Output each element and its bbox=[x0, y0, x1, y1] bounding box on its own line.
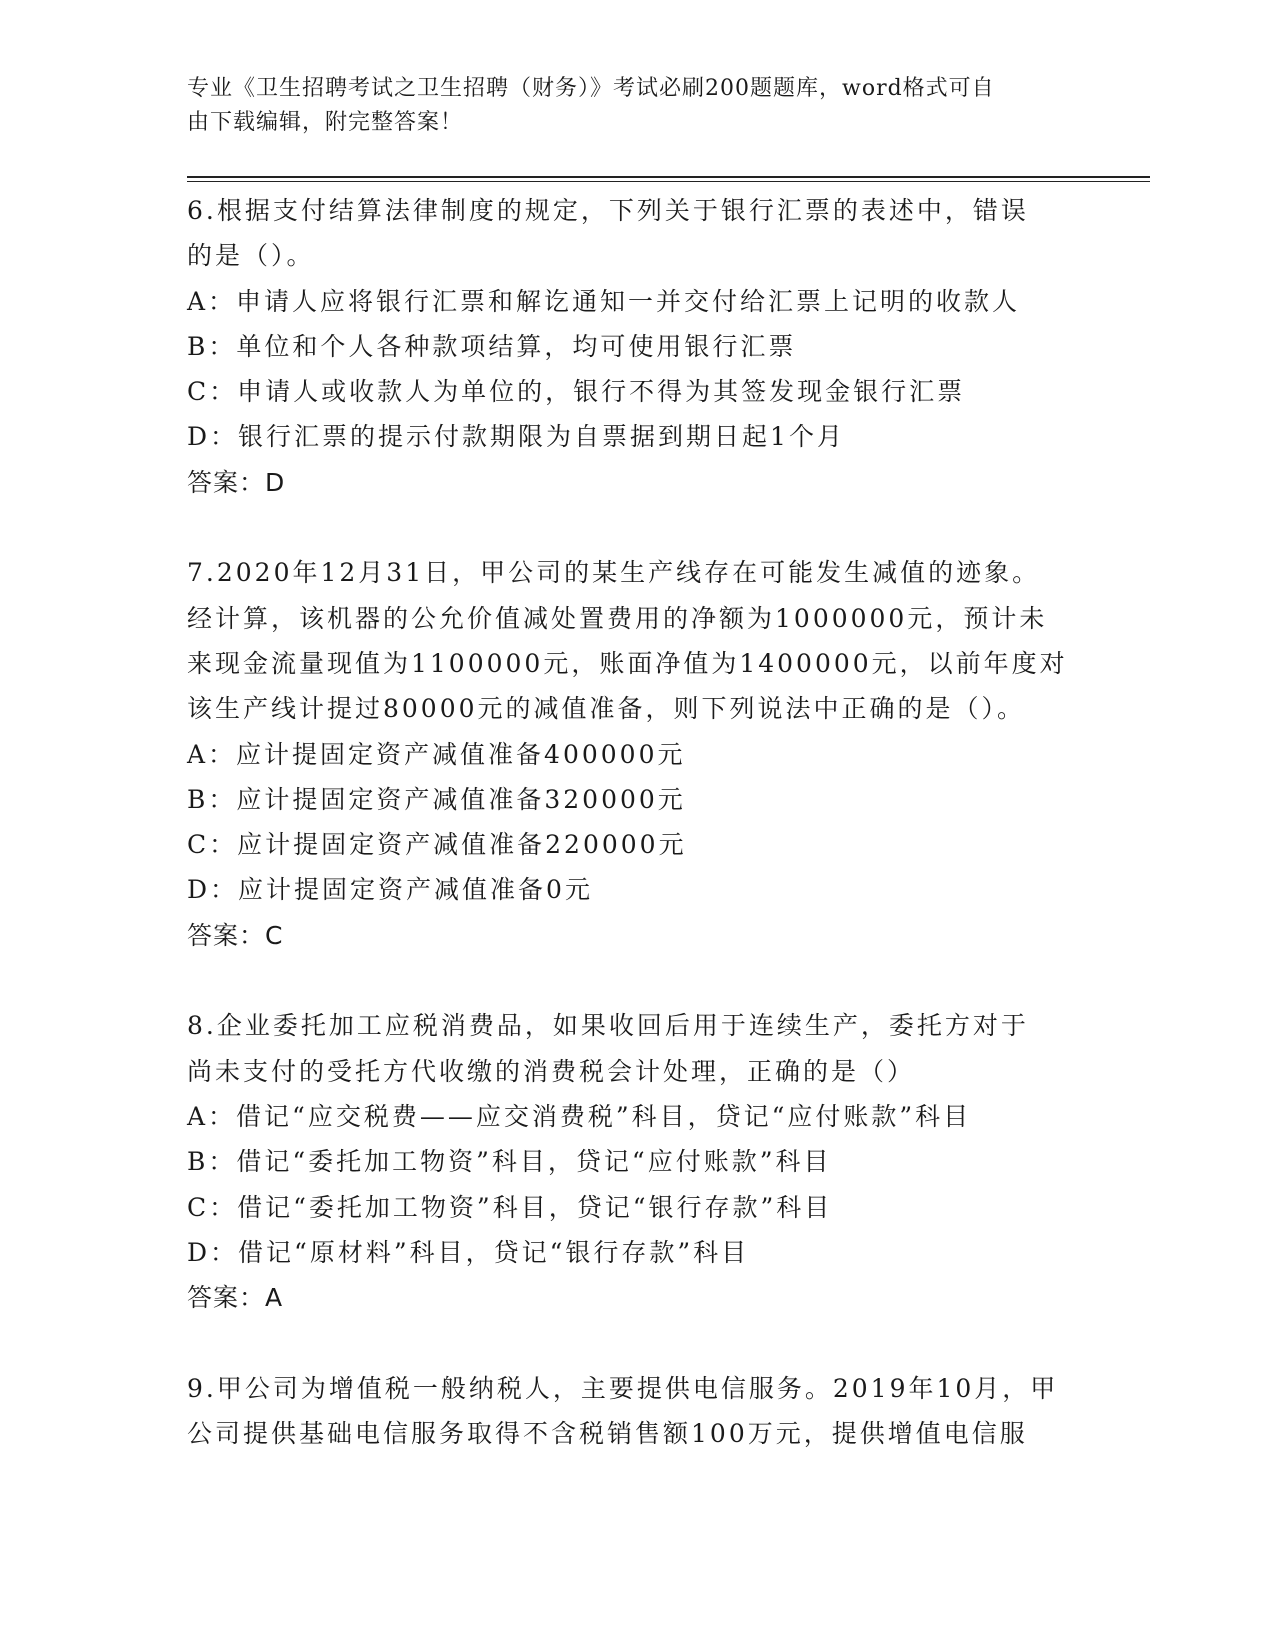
option-d: D：应计提固定资产减值准备0元 bbox=[187, 875, 593, 905]
header-divider-thick bbox=[187, 176, 1150, 178]
answer-label: 答案：C bbox=[187, 920, 284, 950]
spacer bbox=[187, 505, 1067, 550]
header-line-2: 由下载编辑，附完整答案！ bbox=[187, 110, 464, 135]
question-stem-line: 经计算，该机器的公允价值减处置费用的净额为1000000元，预计未 bbox=[187, 603, 1048, 633]
option-c: C：申请人或收款人为单位的，银行不得为其签发现金银行汇票 bbox=[187, 377, 966, 407]
option-a: A：申请人应将银行汇票和解讫通知一并交付给汇票上记明的收款人 bbox=[187, 286, 1021, 316]
question-9 bbox=[187, 1366, 1067, 1457]
answer-label: 答案：A bbox=[187, 1283, 284, 1313]
option-b: B：借记“委托加工物资”科目，贷记“应付账款”科目 bbox=[187, 1147, 832, 1177]
question-stem-line: 6.根据支付结算法律制度的规定，下列关于银行汇票的表述中，错误 bbox=[187, 196, 1029, 225]
spacer bbox=[187, 1320, 1067, 1365]
question-stem-line: 尚未支付的受托方代收缴的消费税会计处理，正确的是（） bbox=[187, 1056, 916, 1086]
header-divider-thin bbox=[187, 181, 1150, 182]
document-header bbox=[187, 72, 1067, 140]
question-6 bbox=[187, 188, 1067, 505]
header-line-1: 专业《卫生招聘考试之卫生招聘（财务）》考试必刷200题题库，word格式可自 bbox=[187, 76, 995, 101]
option-d: D：银行汇票的提示付款期限为自票据到期日起1个月 bbox=[187, 422, 845, 452]
question-stem-line: 该生产线计提过80000元的减值准备，则下列说法中正确的是（）。 bbox=[187, 694, 1026, 724]
option-b: B：单位和个人各种款项结算，均可使用银行汇票 bbox=[187, 331, 797, 361]
option-a: A：借记“应交税费——应交消费税”科目，贷记“应付账款”科目 bbox=[187, 1101, 972, 1131]
option-c: C：应计提固定资产减值准备220000元 bbox=[187, 830, 687, 860]
question-stem-line: 9.甲公司为增值税一般纳税人，主要提供电信服务。2019年10月，甲 bbox=[187, 1373, 1059, 1403]
question-stem-line: 来现金流量现值为1100000元，账面净值为1400000元，以前年度对 bbox=[187, 648, 1068, 678]
question-stem-line: 的是（）。 bbox=[187, 241, 315, 271]
question-7 bbox=[187, 550, 1067, 958]
question-list bbox=[187, 188, 1067, 1456]
question-8 bbox=[187, 1003, 1067, 1320]
spacer bbox=[187, 958, 1067, 1003]
option-a: A：应计提固定资产减值准备400000元 bbox=[187, 739, 686, 769]
option-d: D：借记“原材料”科目，贷记“银行存款”科目 bbox=[187, 1237, 750, 1267]
question-stem-line: 8.企业委托加工应税消费品，如果收回后用于连续生产，委托方对于 bbox=[187, 1011, 1029, 1041]
answer-label: 答案：D bbox=[187, 467, 286, 497]
option-c: C：借记“委托加工物资”科目，贷记“银行存款”科目 bbox=[187, 1192, 833, 1222]
option-b: B：应计提固定资产减值准备320000元 bbox=[187, 784, 686, 814]
question-stem-line: 公司提供基础电信服务取得不含税销售额100万元，提供增值电信服 bbox=[187, 1419, 1028, 1449]
question-stem-line: 7.2020年12月31日，甲公司的某生产线存在可能发生减值的迹象。 bbox=[187, 558, 1041, 588]
